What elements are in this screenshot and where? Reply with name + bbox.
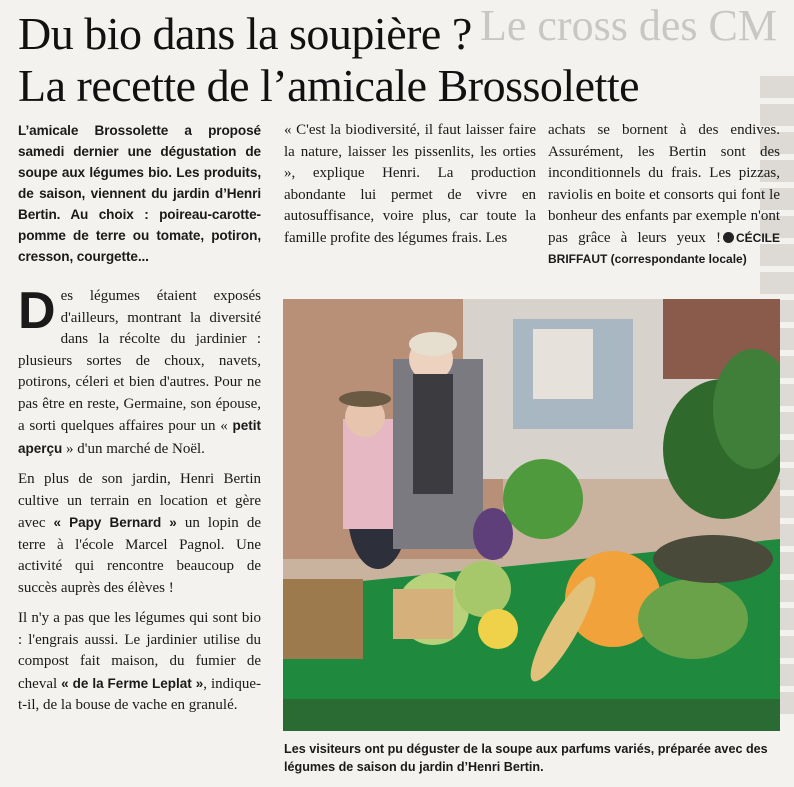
bold-phrase: petit aperçu bbox=[18, 418, 261, 456]
paragraph-text: » d'un marché de Noël. bbox=[62, 440, 205, 457]
article-photo bbox=[283, 299, 780, 731]
headline-line-2: La recette de l’amicale Brossolette bbox=[18, 60, 640, 111]
paragraph-text: , indique-t-il, de la bouse de vache en granulé. bbox=[18, 675, 262, 713]
quote-text: « C'est la biodiversité, il faut laisser faire la nature, laisser les pissenlits, les orties » bbox=[284, 122, 536, 181]
headline-line-1: Du bio dans la soupière ? bbox=[18, 8, 472, 59]
body-paragraph-1 bbox=[18, 282, 261, 460]
body-column-2 bbox=[284, 120, 536, 249]
paragraph-text: En plus de son jardin, Henri Bertin cultive un terrain en location et gère avec bbox=[18, 471, 261, 531]
body-paragraph-2 bbox=[18, 469, 261, 599]
body-paragraph-3 bbox=[18, 608, 261, 717]
drop-cap: D bbox=[18, 282, 56, 340]
byline: CÉCILE BRIFFAUT (correspondante locale) bbox=[548, 230, 780, 266]
paragraph-text: , explique Henri. La production abondante lui permet de vivre en autosuffisance, voire plus, car toute la famille profite des légumes frais. Les bbox=[284, 165, 536, 246]
lead-paragraph: L’amicale Brossolette a proposé samedi dernier une dégustation de soupe aux légumes bio. Les produits, de saison, viennent du jardin d’Henri Bertin. Au choix : poireau-carotte-pomme de terre ou tomate, potiron, cresson, courgette... bbox=[18, 123, 261, 264]
paragraph-text: achats se bornent à des endives. Assurément, les Bertin sont des inconditionnels du frais. Les pizzas, raviolis en boite et consorts qui font le bonheur des enfants par exemple n'ont pas grâce à leurs yeux ! bbox=[548, 122, 780, 246]
paragraph-text: es légumes étaient exposés d'ailleurs, montrant la diversité dans la récolte du jardinier : plusieurs sortes de choux, navets, potirons, céleri et bien d'autres. Pour ne pas être en reste, Germaine, son épouse, a sorti quelques affaires pour un « bbox=[18, 288, 261, 434]
article-headline bbox=[18, 8, 778, 112]
body-column-1 bbox=[18, 282, 262, 726]
bold-phrase: « Papy Bernard » bbox=[53, 515, 177, 530]
paragraph-text: Il n'y a pas que les légumes qui sont bio : l'engrais aussi. Le jardinier utilise du compost fait maison, du fumier de cheval bbox=[18, 610, 261, 692]
photo-caption: Les visiteurs ont pu déguster de la soupe aux parfums variés, préparée avec des légumes de saison du jardin d’Henri Bertin. bbox=[284, 742, 768, 774]
bullet-icon bbox=[723, 232, 734, 243]
paragraph-text: un lopin de terre à l'école Marcel Pagnol. Une activité qui rencontre beaucoup de succès auprès des élèves ! bbox=[18, 515, 261, 596]
body-column-3 bbox=[548, 120, 780, 271]
adjacent-article-bleed: Le cross des CM bbox=[480, 1, 777, 50]
photo-illustration bbox=[283, 299, 780, 731]
bold-phrase: « de la Ferme Leplat » bbox=[61, 675, 204, 691]
